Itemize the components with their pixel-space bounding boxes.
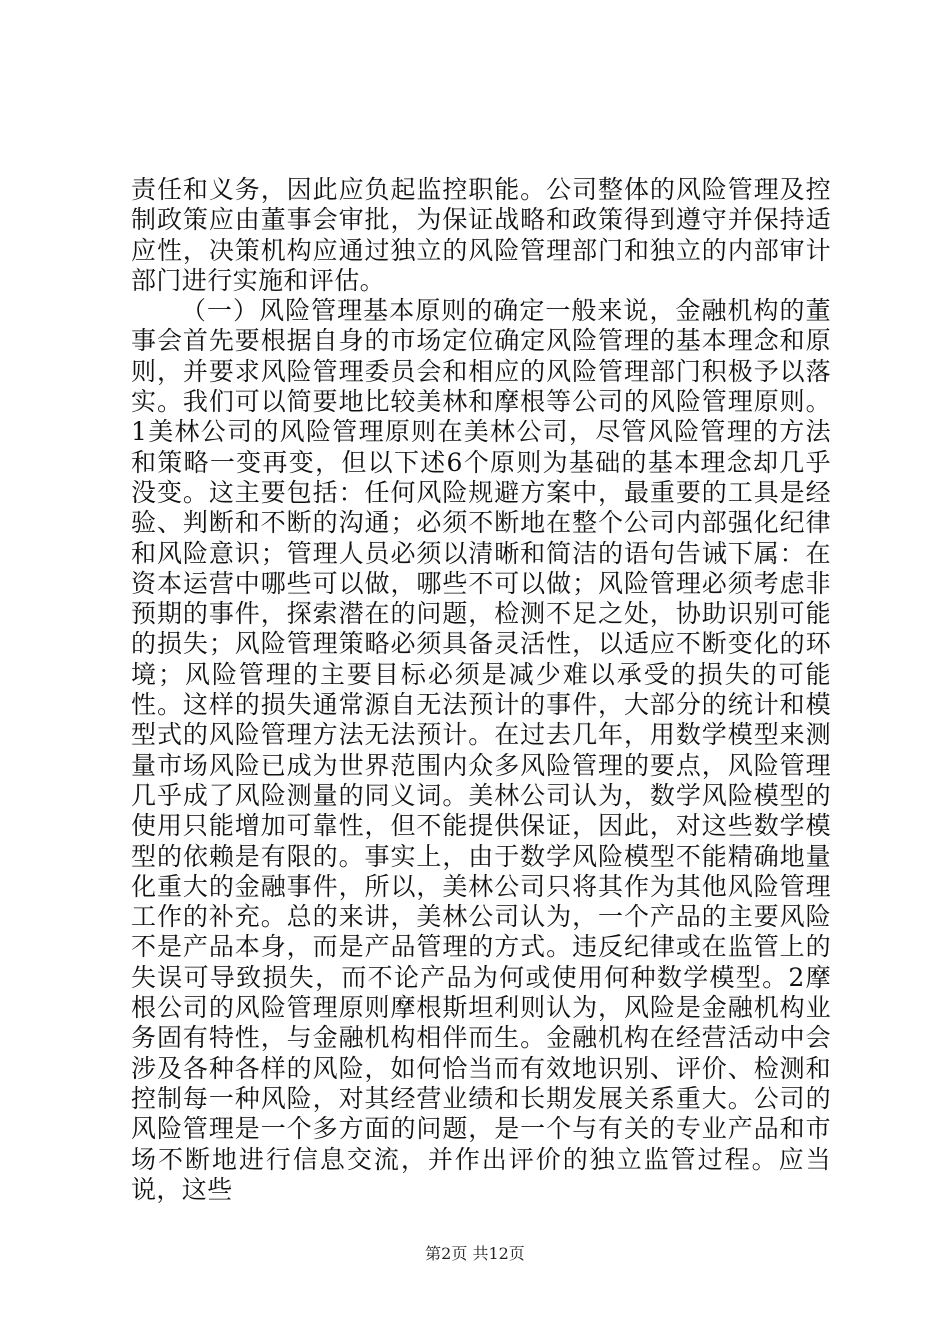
paragraph-1: 责任和义务，因此应负起监控职能。公司整体的风险管理及控制政策应由董事会审批，为保证战略和政策得到遵守并保持适应性，决策机构应通过独立的风险管理部门和独立的内部审计部门进行实施和评估。 xyxy=(131,175,831,295)
body-text xyxy=(131,175,831,1205)
page-footer: 第2页 共12页 xyxy=(425,1244,525,1263)
paragraph-2: （一）风险管理基本原则的确定一般来说，金融机构的董事会首先要根据自身的市场定位确定风险管理的基本理念和原则，并要求风险管理委员会和相应的风险管理部门积极予以落实。我们可以简要地比较美林和摩根等公司的风险管理原则。1美林公司的风险管理原则在美林公司，尽管风险管理的方法和策略一变再变，但以下述6个原则为基础的基本理念却几乎没变。这主要包括：任何风险规避方案中，最重要的工具是经验、判断和不断的沟通；必须不断地在整个公司内部强化纪律和风险意识；管理人员必须以清晰和简洁的语句告诫下属：在资本运营中哪些可以做，哪些不可以做；风险管理必须考虑非预期的事件，探索潜在的问题，检测不足之处，协助识别可能的损失；风险管理策略必须具备灵活性，以适应不断变化的环境；风险管理的主要目标必须是减少难以承受的损失的可能性。这样的损失通常源自无法预计的事件，大部分的统计和模型式的风险管理方法无法预计。在过去几年，用数学模型来测量市场风险已成为世界范围内众多风险管理的要点，风险管理几乎成了风险测量的同义词。美林公司认为，数学风险模型的使用只能增加可靠性，但不能提供保证，因此，对这些数学模型的依赖是有限的。事实上，由于数学风险模型不能精确地量化重大的金融事件，所以，美林公司只将其作为其他风险管理工作的补充。总的来讲，美林公司认为，一个产品的主要风险不是产品本身，而是产品管理的方式。违反纪律或在监管上的失误可导致损失，而不论产品为何或使用何种数学模型。2摩根公司的风险管理原则摩根斯坦利则认为，风险是金融机构业务固有特性，与金融机构相伴而生。金融机构在经营活动中会涉及各种各样的风险，如何恰当而有效地识别、评价、检测和控制每一种风险，对其经营业绩和长期发展关系重大。公司的风险管理是一个多方面的问题，是一个与有关的专业产品和市场不断地进行信息交流，并作出评价的独立监管过程。应当说，这些 xyxy=(131,296,831,1204)
